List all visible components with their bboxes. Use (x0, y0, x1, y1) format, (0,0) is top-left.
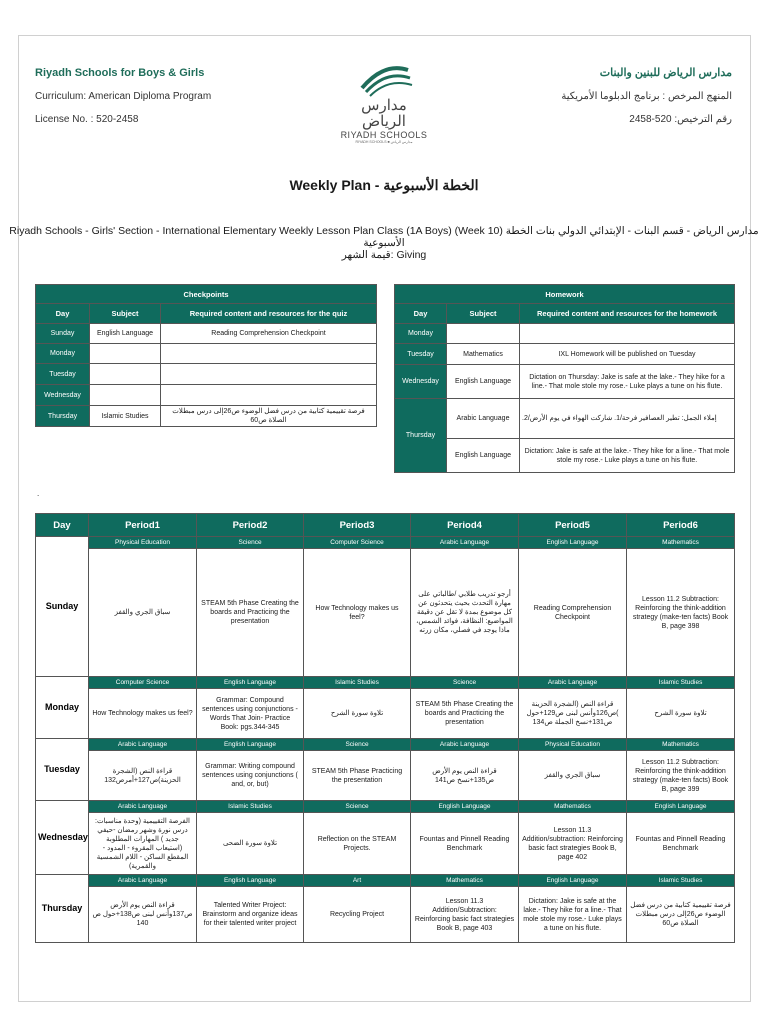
lesson-cell: Dictation: Jake is safe at the lake.- They hike for a line.- That mole stole my rose.- Luke plays a tune on his flute. (519, 887, 627, 943)
day-cell: Monday (36, 344, 90, 364)
day-cell: Thursday (36, 875, 89, 943)
header-cell: Period5 (519, 514, 627, 537)
schedule-table (35, 513, 735, 943)
subject-cell: Islamic Studies (627, 677, 735, 689)
subject-cell: Arabic Language (89, 801, 197, 813)
lesson-cell: Lesson 11.2 Subtraction: Reinforcing the think-addition strategy (make-ten facts) Book B, page 398 (627, 549, 735, 677)
header-cell: Subject (447, 304, 520, 324)
subject-cell: Arabic Language (411, 739, 519, 751)
page-subtitle: Riyadh Schools - Girls' Section - International Elementary Weekly Lesson Plan Class (1A Boys) (Week 10) مدارس الرياض - قسم البنات - الإبتدائي الدولي بنات الخطة الأسبوعية (9, 225, 759, 249)
license-en: License No. : 520-2458 (35, 114, 139, 125)
lesson-cell: Talented Writer Project: Brainstorm and organize ideas for their talented writer project (197, 887, 304, 943)
lesson-cell: سباق الجري والقفز (89, 549, 197, 677)
table-row (36, 887, 735, 943)
header-left (35, 62, 211, 131)
header-cell: Day (395, 304, 447, 324)
subject-cell: Physical Education (89, 537, 197, 549)
subject-cell: Mathematics (447, 344, 520, 365)
day-cell: Tuesday (395, 344, 447, 365)
lesson-cell: STEAM 5th Phase Creating the boards and Practicing the presentation (411, 689, 519, 739)
logo-english-text: RIYADH SCHOOLS (340, 130, 428, 140)
table-row (395, 365, 735, 399)
lesson-cell: Recycling Project (304, 887, 411, 943)
content-cell (161, 344, 377, 364)
subject-cell: Computer Science (89, 677, 197, 689)
header-cell: Required content and resources for the quiz (161, 304, 377, 324)
lesson-cell: STEAM 5th Phase Creating the boards and Practicing the presentation (197, 549, 304, 677)
subject-cell: Art (304, 875, 411, 887)
day-cell: Sunday (36, 537, 89, 677)
subject-cell: Islamic Studies (90, 406, 161, 427)
table-row (36, 364, 377, 385)
header-cell: Day (36, 514, 89, 537)
lesson-cell: الفرصة التقييمية (وحدة مناسبات: درس نورة وشهر رمضان -حيفي جديد ) المهارات المطلوبة (استيعاب المقروء - المدود - المقطع الساكن - اللام الشمسية والقمرية) (89, 813, 197, 875)
school-name-ar: مدارس الرياض للبنين والبنات (599, 67, 732, 79)
lesson-cell: Lesson 11.3 Addition/subtraction: Reinforcing basic fact strategies Book B, page 402 (519, 813, 627, 875)
header-cell: Period4 (411, 514, 519, 537)
subject-cell: Arabic Language (519, 677, 627, 689)
lesson-cell: قراءة النص (الشجرة الحزينة)ص127+أمرص132 (89, 751, 197, 801)
content-cell (161, 364, 377, 385)
subject-cell: English Language (519, 537, 627, 549)
subject-cell: Science (304, 739, 411, 751)
table-row (36, 385, 377, 406)
lesson-cell: Lesson 11.2 Subtraction: Reinforcing the think-addition strategy (make-ten facts) Book B, page 399 (627, 751, 735, 801)
header-cell: Day (36, 304, 90, 324)
day-cell: Tuesday (36, 739, 89, 801)
subject-cell (90, 344, 161, 364)
table-row (36, 677, 735, 689)
header-cell: Required content and resources for the homework (520, 304, 735, 324)
lesson-cell: Grammar: Writing compound sentences using conjunctions ( and, or, but) (197, 751, 304, 801)
day-cell: Thursday (36, 406, 90, 427)
content-cell: Dictation: Jake is safe at the lake.- They hike for a line.- That mole stole my rose.- Luke plays a tune on his flute. (520, 439, 735, 473)
content-cell: إملاء الجمل: تطير العصافير فرحة/1. شاركت الهواء في يوم الأرض/2. (520, 399, 735, 439)
subject-cell: English Language (519, 875, 627, 887)
header-cell: Period2 (197, 514, 304, 537)
subject-cell: Mathematics (411, 875, 519, 887)
table-row (36, 739, 735, 751)
day-cell: Sunday (36, 324, 90, 344)
table-row (36, 689, 735, 739)
table-row (36, 549, 735, 677)
table-row (36, 875, 735, 887)
table-row (395, 324, 735, 344)
day-cell: Wednesday (36, 385, 90, 406)
subject-cell: English Language (447, 439, 520, 473)
lesson-cell: Fountas and Pinnell Reading Benchmark (627, 813, 735, 875)
day-cell: Tuesday (36, 364, 90, 385)
lesson-cell: Lesson 11.3 Addition/Subtraction: Reinforcing basic fact strategies Book B, page 403 (411, 887, 519, 943)
curriculum-en: Curriculum: American Diploma Program (35, 91, 212, 102)
homework-table (394, 284, 735, 473)
header-cell: Subject (90, 304, 161, 324)
logo-swoosh-icon (354, 58, 414, 98)
day-cell: Wednesday (36, 801, 89, 875)
lesson-cell: سباق الجري والقفز (519, 751, 627, 801)
stray-dot: . (37, 489, 40, 498)
content-cell (161, 385, 377, 406)
logo-tagline: RIYADH SCHOOLS ■ مدارس الرياض (355, 140, 413, 144)
subject-cell: Arabic Language (447, 399, 520, 439)
subject-cell: Mathematics (627, 537, 735, 549)
table-row (395, 344, 735, 365)
table-row (36, 537, 735, 549)
lesson-cell: Reflection on the STEAM Projects. (304, 813, 411, 875)
logo-arabic-text: مدارس الرياض (361, 97, 407, 130)
checkpoints-table (35, 284, 377, 427)
subject-cell: English Language (197, 677, 304, 689)
subject-cell: Mathematics (519, 801, 627, 813)
subject-cell: Islamic Studies (627, 875, 735, 887)
subject-cell: English Language (627, 801, 735, 813)
header-right (561, 62, 732, 131)
content-cell: Reading Comprehension Checkpoint (161, 324, 377, 344)
page-title: Weekly Plan - الخطة الأسبوعية (289, 177, 479, 193)
subject-cell: Physical Education (519, 739, 627, 751)
curriculum-ar: المنهج المرخص : برنامج الدبلوما الأمريكية (561, 91, 732, 102)
header-cell: Period3 (304, 514, 411, 537)
subject-cell: English Language (197, 875, 304, 887)
subject-cell: Islamic Studies (197, 801, 304, 813)
header-cell: Period6 (627, 514, 735, 537)
lesson-cell: How Technology makes us feel? (89, 689, 197, 739)
month-value: قيمة الشهر: Giving (341, 249, 427, 261)
lesson-cell: فرصة تقييمية كتابية من درس فضل الوضوء ص26إلى درس مبطلات الصلاة ص60 (627, 887, 735, 943)
lesson-cell: How Technology makes us feel? (304, 549, 411, 677)
day-cell: Monday (36, 677, 89, 739)
subject-cell: Science (411, 677, 519, 689)
school-name-en: Riyadh Schools for Boys & Girls (35, 67, 205, 79)
lesson-cell: تلاوة سورة الشرح (304, 689, 411, 739)
license-ar: رقم الترخيص: 520-2458 (629, 114, 732, 125)
header-cell: Period1 (89, 514, 197, 537)
table-row (36, 751, 735, 801)
lesson-cell: تلاوة سورة الشرح (627, 689, 735, 739)
subject-cell: Science (197, 537, 304, 549)
lesson-cell: STEAM 5th Phase Practicing the presentation (304, 751, 411, 801)
lesson-cell: قراءة النص يوم الأرض ص135+نسخ ص141 (411, 751, 519, 801)
subject-cell: English Language (447, 365, 520, 399)
table-row (36, 406, 377, 427)
lesson-cell: Grammar: Compound sentences using conjunctions - Words That Join- Practice Book: pgs.344-345 (197, 689, 304, 739)
content-cell: فرصة تقييمية كتابية من درس فضل الوضوء ص26إلى درس مبطلات الصلاة ص60 (161, 406, 377, 427)
subject-cell: Arabic Language (89, 875, 197, 887)
subject-cell: Islamic Studies (304, 677, 411, 689)
content-cell (520, 324, 735, 344)
table-row (36, 813, 735, 875)
subject-cell: Computer Science (304, 537, 411, 549)
lesson-cell: Reading Comprehension Checkpoint (519, 549, 627, 677)
table-row (36, 324, 377, 344)
subject-cell: English Language (197, 739, 304, 751)
checkpoints-title: Checkpoints (36, 285, 377, 304)
subject-cell: Arabic Language (411, 537, 519, 549)
day-cell: Wednesday (395, 365, 447, 399)
table-row (395, 399, 735, 439)
content-cell: IXL Homework will be published on Tuesday (520, 344, 735, 365)
table-row (36, 801, 735, 813)
day-cell: Thursday (395, 399, 447, 473)
lesson-cell: تلاوة سورة الضحى (197, 813, 304, 875)
lesson-cell: أرجو تدريب طلابي /طالباتي على مهارة التحدث بحيث يتحدثون عن كل موضوع بمدة لا تقل عن دقيقة المواضيع: النظافة، فوائد الشمس، ماذا يوجد في فصلي، مكان زرته (411, 549, 519, 677)
lesson-cell: قراءة النص (الشجرة الحزينة )ص126وأنس لبنى ص129+حول ص131+نسخ الجملة ص134 (519, 689, 627, 739)
day-cell: Monday (395, 324, 447, 344)
subject-cell: Mathematics (627, 739, 735, 751)
subject-cell: English Language (90, 324, 161, 344)
subject-cell: Science (304, 801, 411, 813)
content-cell: Dictation on Thursday: Jake is safe at the lake.- They hike for a line.- That mole stole my rose.- Luke plays a tune on his flute. (520, 365, 735, 399)
table-row (36, 344, 377, 364)
lesson-cell: Fountas and Pinnell Reading Benchmark (411, 813, 519, 875)
subject-cell: Arabic Language (89, 739, 197, 751)
lesson-cell: قراءة النص يوم الأرض ص137وأنس لبنى ص138+حول ص 140 (89, 887, 197, 943)
subject-cell (447, 324, 520, 344)
subject-cell (90, 385, 161, 406)
subject-cell (90, 364, 161, 385)
homework-title: Homework (395, 285, 735, 304)
school-logo (339, 58, 429, 150)
subject-cell: English Language (411, 801, 519, 813)
